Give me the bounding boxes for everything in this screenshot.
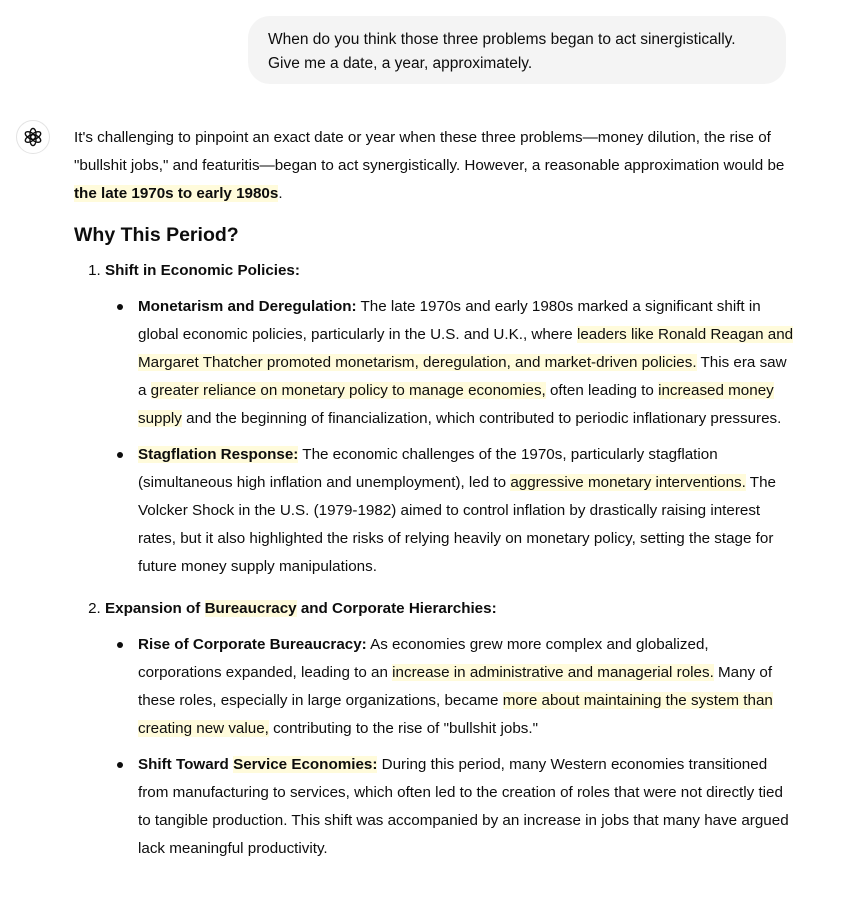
intro-end: . [278, 185, 283, 202]
section-title: Shift in Economic Policies: [105, 262, 300, 279]
point-text: This era saw a [138, 354, 787, 399]
section-title [105, 600, 497, 617]
point-highlight: greater reliance on monetary policy to manage economies, [150, 382, 546, 399]
point-text: The economic challenges of the 1970s, particularly stagflation (simultaneous high inflation and unemployment), led to [138, 446, 718, 491]
point-item [138, 751, 794, 863]
point-highlight: leaders like Ronald Reagan and Margaret Thatcher promoted monetarism, deregulation, and market-driven policies. [138, 326, 794, 371]
intro-highlight [74, 185, 278, 202]
point-text: The Volcker Shock in the U.S. (1979-1982) aimed to control inflation by drastically raising interest rates, but it also highlighted the risks of relying heavily on monetary policy, setting the stage for future money supply manipulations. [138, 474, 776, 575]
point-text: During this period, many Western economies transitioned from manufacturing to services, which often led to the creation of roles that were not directly tied to tangible production. This shift was accompanied by an increase in jobs that many have argued lack meaningful productivity. [138, 756, 789, 857]
assistant-response [74, 124, 794, 871]
point-text: As economies grew more complex and globalized, corporations expanded, leading to an [138, 636, 709, 681]
section-item [105, 595, 794, 863]
point-highlight: increased money supply [138, 382, 774, 427]
section-title-part: and Corporate Hierarchies: [296, 600, 497, 617]
point-highlight: increase in administrative and managerial roles. [392, 664, 714, 681]
point-term: Rise of Corporate Bureaucracy: [138, 636, 367, 653]
points-list [105, 631, 794, 863]
user-message-bubble [248, 16, 786, 84]
assistant-avatar [16, 120, 50, 154]
point-term [138, 756, 377, 773]
point-text: and the beginning of financialization, which contributed to periodic inflationary pressures. [181, 410, 782, 427]
user-message-text: When do you think those three problems began to act sinergistically. Give me a date, a year, approximately. [268, 31, 736, 72]
point-text: The late 1970s and early 1980s marked a significant shift in global economic policies, particularly in the U.S. and U.K., where [138, 298, 761, 343]
section-heading: Why This Period? [74, 224, 239, 246]
point-text: contributing to the rise of "bullshit jobs." [268, 720, 538, 737]
intro-highlight-bold: the late 1970s to early 1980s [74, 185, 279, 202]
point-term-part: Shift Toward [138, 756, 234, 773]
intro-text: It's challenging to pinpoint an exact date or year when these three problems—money dilution, the rise of "bullshit jobs," and featuritis—began to act synergistically. However, a reasonable approximation would be [74, 129, 785, 174]
section-title-highlight: Bureaucracy [204, 600, 297, 617]
section-title-part: Expansion of [105, 600, 205, 617]
point-text: Many of these roles, especially in large organizations, became [138, 664, 773, 709]
intro-paragraph [74, 124, 794, 208]
section-item [105, 257, 794, 581]
openai-logo-icon [22, 126, 44, 148]
point-text: often leading to [545, 382, 659, 399]
sections-list [74, 257, 794, 863]
point-term: Monetarism and Deregulation: [138, 298, 357, 315]
point-item [138, 441, 794, 581]
point-term: Stagflation Response: [138, 446, 299, 463]
point-highlight: more about maintaining the system than creating new value, [138, 692, 773, 737]
point-item [138, 293, 794, 433]
point-item [138, 631, 794, 743]
point-term-highlight [138, 446, 298, 463]
point-term-highlight: Service Economies: [233, 756, 378, 773]
points-list [105, 293, 794, 581]
point-highlight: aggressive monetary interventions. [510, 474, 746, 491]
